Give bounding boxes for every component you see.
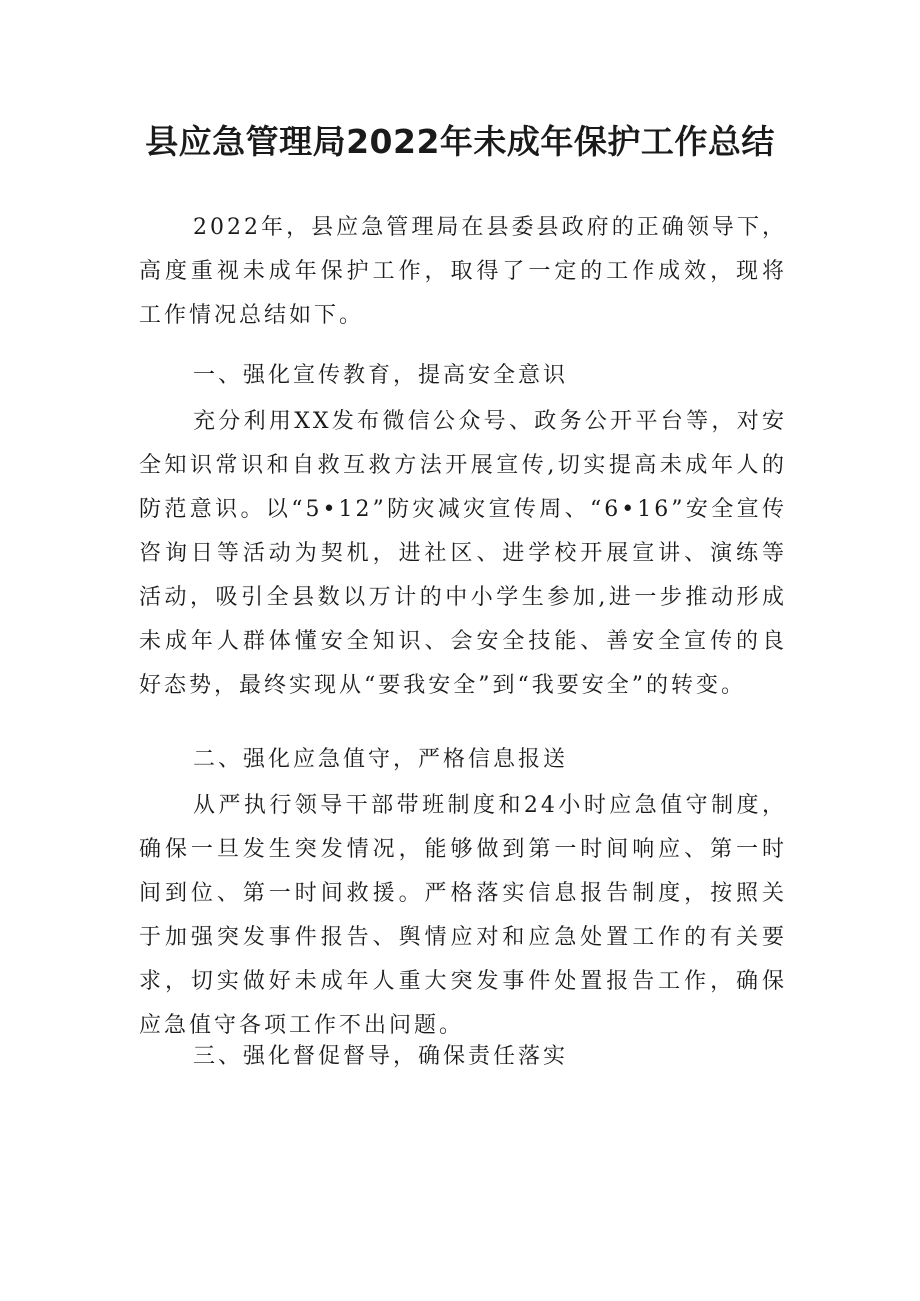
section-2-body: 从严执行领导干部带班制度和24小时应急值守制度，确保一旦发生突发情况，能够做到第一时间响应、第一时间到位、第一时间救援。严格落实信息报告制度，按照关于加强突发事件报告、舆情应对和应急处置工作的有关要求，切实做好未成年人重大突发事件处置报告工作，确保应急值守各项工作不出问题。: [139, 793, 787, 1038]
section-1-heading: 一、强化宣传教育，提高安全意识: [193, 363, 569, 388]
document-title: 县应急管理局2022年未成年保护工作总结: [145, 122, 775, 161]
section-3-heading: 三、强化督促督导，确保责任落实: [193, 1044, 569, 1069]
intro-paragraph: 2022年，县应急管理局在县委县政府的正确领导下，高度重视未成年保护工作，取得了一定的工作成效，现将工作情况总结如下。: [139, 215, 787, 328]
section-2-heading: 二、强化应急值守，严格信息报送: [193, 747, 569, 772]
section-1-body: 充分利用XX发布微信公众号、政务公开平台等，对安全知识常识和自救互救方法开展宣传,切实提高未成年人的防范意识。以“5•12”防灾减灾宣传周、“6•16”安全宣传咨询日等活动为契机，进社区、进学校开展宣讲、演练等活动，吸引全县数以万计的中小学生参加,进一步推动形成未成年人群体懂安全知识、会安全技能、善安全宣传的良好态势，最终实现从“要我安全”到“我要安全”的转变。: [139, 409, 787, 698]
